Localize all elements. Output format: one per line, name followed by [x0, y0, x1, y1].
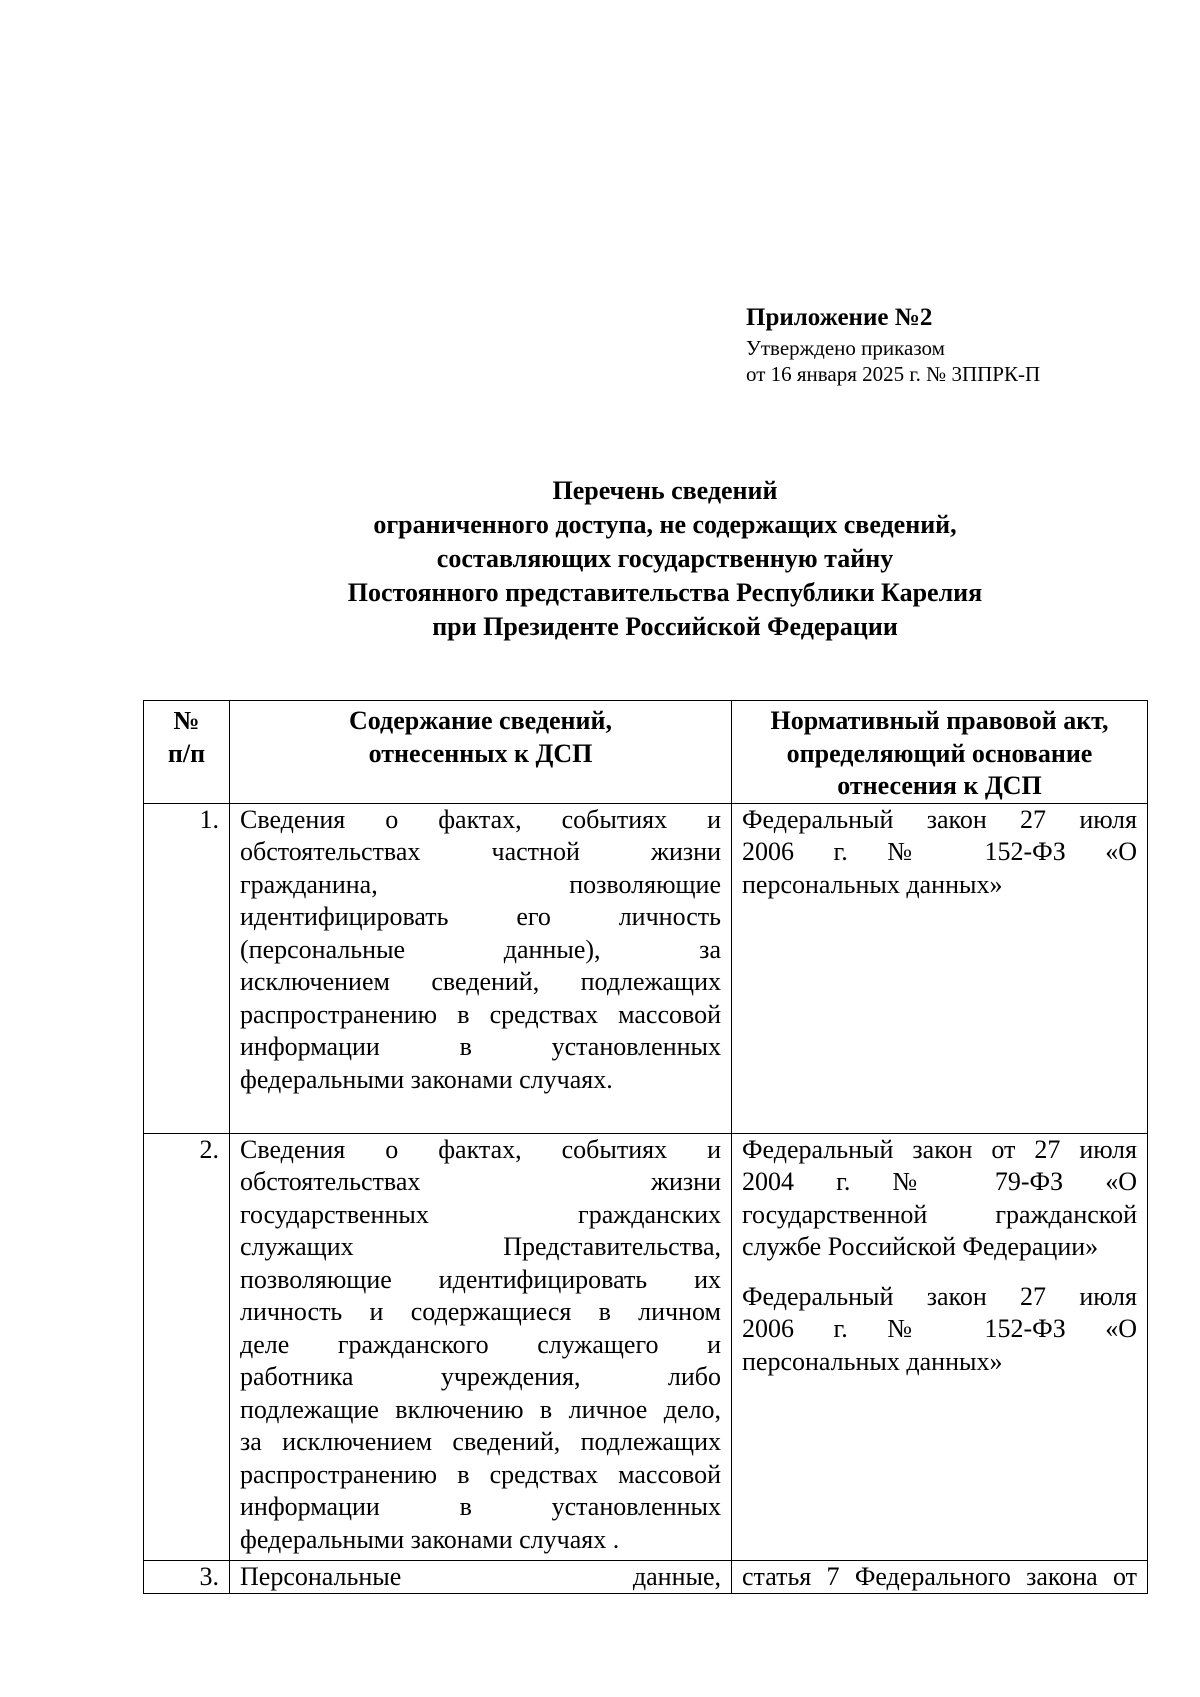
content-line: подлежащие включению в личное дело, [240, 1394, 721, 1424]
order-date-line: от 16 января 2025 г. № 3ППРК-П [746, 362, 1041, 386]
content-line: деле гражданского служащего и [240, 1329, 721, 1359]
header-number-line: п/п [167, 738, 206, 768]
header-law-line: Нормативный правовой акт, [770, 706, 1109, 735]
content-line: позволяющие идентифицировать их [240, 1264, 721, 1294]
row-number: 2. [144, 1133, 230, 1560]
approval-line: Утверждено приказом [746, 336, 945, 360]
content-line: федеральными законами случаях . [240, 1524, 620, 1554]
legal-act-line: статья 7 Федерального закона от [742, 1561, 1137, 1591]
content-line: (персональные данные), за [240, 934, 721, 964]
content-line: федеральными законами случаях. [240, 1064, 613, 1094]
legal-act-line: государственной гражданской [742, 1199, 1137, 1229]
header-content [230, 701, 732, 804]
content-line: работника учреждения, либо [240, 1362, 721, 1391]
header-law [732, 701, 1148, 804]
legal-act-line: службе Российской Федерации» [742, 1232, 1099, 1261]
content-line: Сведения о фактах, событиях и [240, 1134, 721, 1164]
content-line: обстоятельствах частной жизни [240, 837, 721, 866]
row-legal-act [732, 803, 1148, 1133]
table-header-row [144, 701, 1148, 804]
document-title-line: при Президенте Российской Федерации [432, 612, 898, 641]
legal-act-line: 2006 г. № 152-ФЗ «О [742, 1314, 1137, 1343]
legal-act-block [742, 804, 1137, 902]
content-line: исключением сведений, подлежащих [240, 967, 721, 996]
row-legal-act [732, 1560, 1148, 1594]
content-line: гражданина, позволяющие [240, 869, 721, 899]
legal-act-line: персональных данных» [742, 869, 1003, 899]
legal-act-block [742, 1281, 1137, 1379]
header-content-line: Содержание сведений, [349, 706, 612, 735]
document-title-line: ограниченного доступа, не содержащих сведений, [373, 510, 957, 539]
table-row [144, 803, 1148, 1133]
content-line: личность и содержащиеся в личном [240, 1297, 721, 1326]
content-line: государственных гражданских [240, 1199, 721, 1229]
appendix-title: Приложение №2 [746, 304, 933, 331]
content-line: служащих Представительства, [240, 1232, 721, 1261]
content-line: идентифицировать его личность [240, 902, 721, 931]
legal-act-line: 2004 г. № 79-ФЗ «О [742, 1167, 1137, 1196]
row-legal-act [732, 1133, 1148, 1560]
row-content [230, 803, 732, 1133]
row-number: 3. [144, 1560, 230, 1594]
document-title-line: Постоянного представительства Республики Карелия [347, 578, 983, 607]
content-line: распространению в средствах массовой [240, 1459, 721, 1489]
content-line: Персональные данные, [240, 1561, 721, 1591]
legal-act-line: 2006 г. № 152-ФЗ «О [742, 837, 1137, 866]
table-row [144, 1560, 1148, 1594]
legal-act-block [742, 1134, 1137, 1264]
legal-act-line: Федеральный закон 27 июля [742, 1281, 1137, 1311]
content-line: за исключением сведений, подлежащих [240, 1427, 721, 1456]
appendix-block [746, 303, 1146, 387]
table-row [144, 1133, 1148, 1560]
content-line: обстоятельствах жизни [240, 1167, 721, 1196]
header-number [144, 701, 230, 804]
info-table [143, 700, 1148, 1594]
content-line: распространению в средствах массовой [240, 999, 721, 1029]
legal-act-block [742, 1561, 1137, 1594]
content-line: информации в установленных [240, 1032, 721, 1061]
document-title-line: Перечень сведений [552, 476, 778, 505]
legal-act-line: персональных данных» [742, 1346, 1003, 1376]
row-number: 1. [144, 803, 230, 1133]
header-law-line: отнесения к ДСП [837, 771, 1042, 800]
legal-act-line: Федеральный закон от 27 июля [742, 1134, 1137, 1164]
header-number-line: № [173, 706, 200, 735]
content-line: Сведения о фактах, событиях и [240, 804, 721, 834]
content-line: информации в установленных [240, 1492, 721, 1521]
row-content [230, 1133, 732, 1560]
row-content [230, 1560, 732, 1594]
header-content-line: отнесенных к ДСП [368, 738, 593, 768]
document-title [140, 474, 1190, 644]
document-title-line: составляющих государственную тайну [436, 544, 894, 573]
legal-act-line: Федеральный закон 27 июля [742, 804, 1137, 834]
header-law-line: определяющий основание [786, 738, 1093, 768]
table-body [144, 803, 1148, 1594]
